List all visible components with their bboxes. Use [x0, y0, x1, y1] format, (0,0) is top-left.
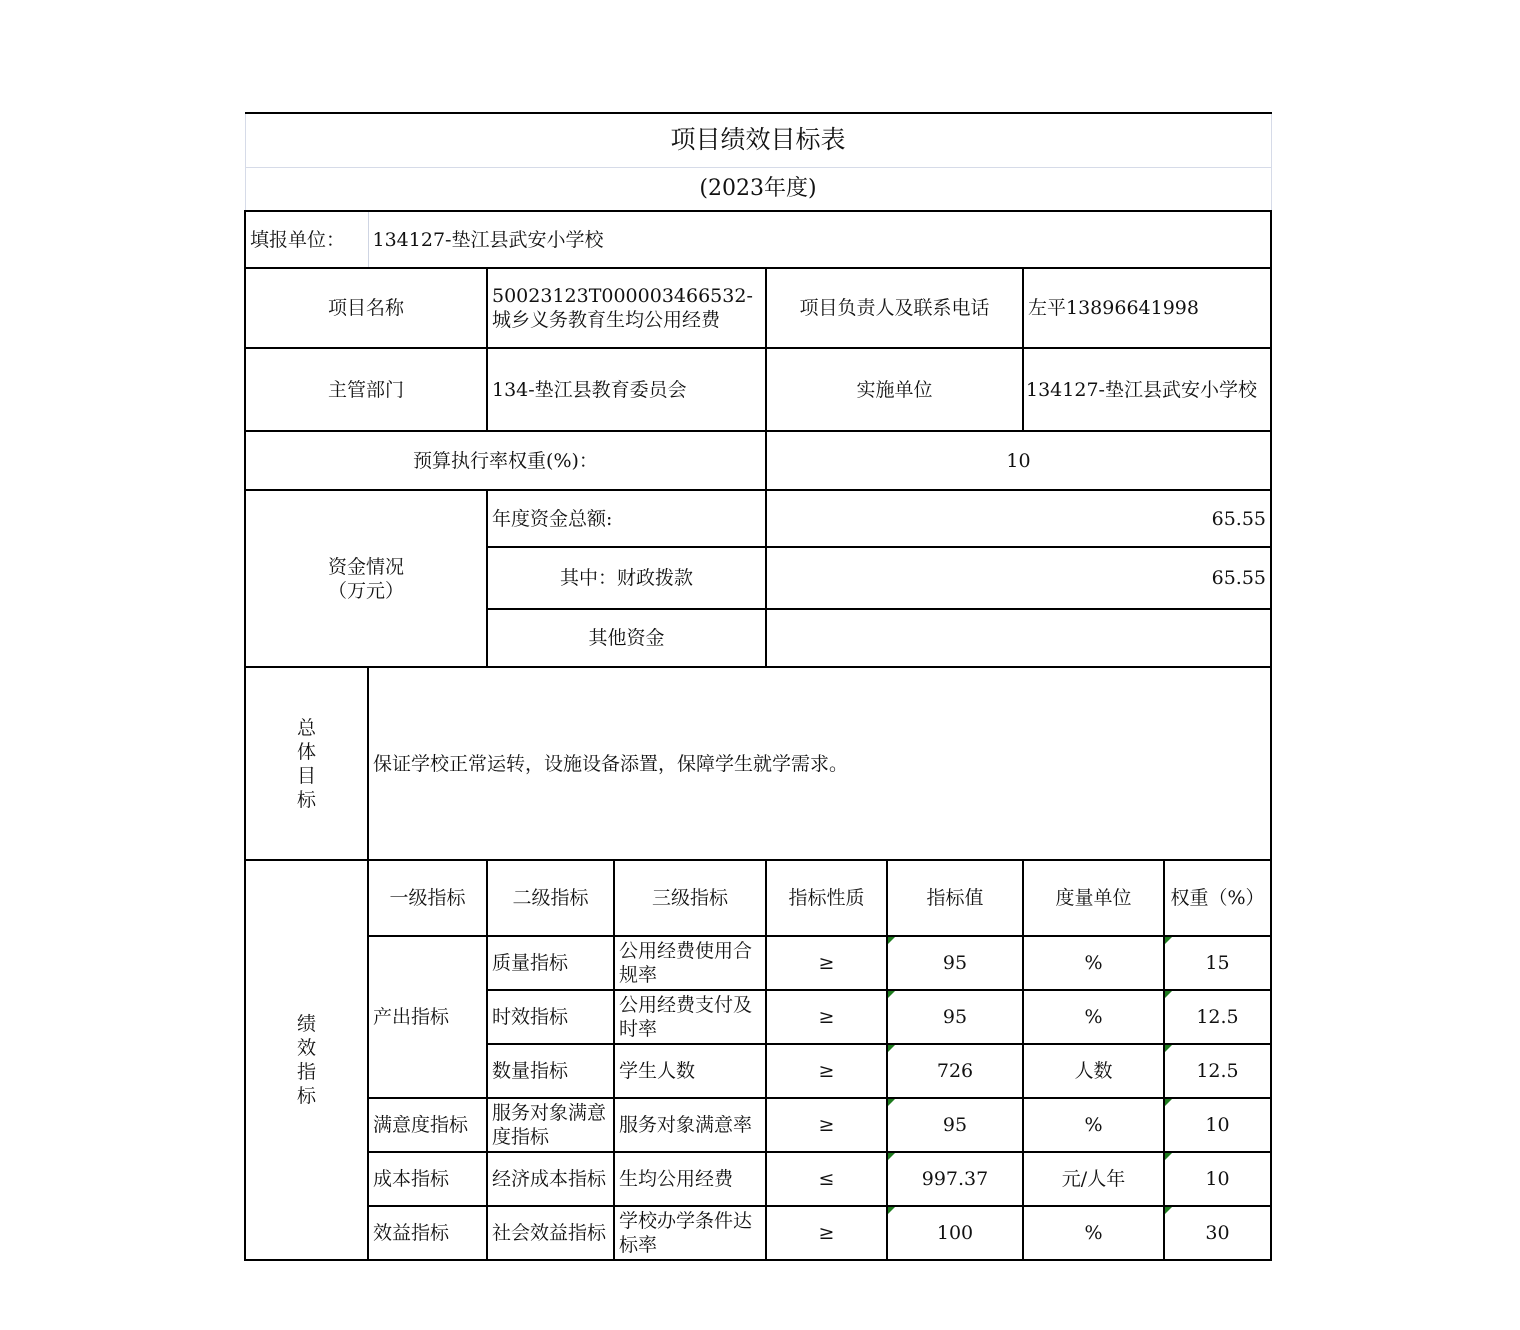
level2-cell: 经济成本指标 — [487, 1152, 614, 1206]
level3-cell: 学校办学条件达标率 — [614, 1206, 766, 1260]
contact-label: 项目负责人及联系电话 — [766, 268, 1023, 348]
level3-cell: 学生人数 — [614, 1044, 766, 1098]
level2-cell: 服务对象满意度指标 — [487, 1098, 614, 1152]
nature-cell: ≥ — [766, 990, 887, 1044]
other-funds-value — [766, 609, 1271, 667]
header-value: 指标值 — [887, 860, 1023, 936]
project-name-label: 项目名称 — [245, 268, 487, 348]
level3-cell: 公用经费使用合规率 — [614, 936, 766, 990]
table-row — [245, 1152, 1271, 1206]
level1-cell: 满意度指标 — [368, 1098, 487, 1152]
budget-weight-label: 预算执行率权重(%)： — [245, 431, 766, 490]
contact-value: 左平13896641998 — [1023, 268, 1271, 348]
performance-target-sheet — [244, 112, 1270, 1261]
impl-value: 134127-垫江县武安小学校 — [1023, 348, 1271, 431]
year-subtitle: (2023年度) — [245, 167, 1271, 211]
level3-cell: 生均公用经费 — [614, 1152, 766, 1206]
unit-cell: 人数 — [1023, 1044, 1164, 1098]
page-title: 项目绩效目标表 — [245, 113, 1271, 167]
value-cell: 95 — [887, 936, 1023, 990]
value-cell: 95 — [887, 1098, 1023, 1152]
nature-cell: ≥ — [766, 936, 887, 990]
unit-cell: % — [1023, 1206, 1164, 1260]
performance-table — [244, 112, 1272, 1261]
unit-cell: % — [1023, 936, 1164, 990]
level2-cell: 社会效益指标 — [487, 1206, 614, 1260]
level1-cell: 效益指标 — [368, 1206, 487, 1260]
level2-cell: 质量指标 — [487, 936, 614, 990]
fiscal-value: 65.55 — [766, 547, 1271, 609]
value-cell: 726 — [887, 1044, 1023, 1098]
filing-unit-value: 134127-垫江县武安小学校 — [368, 211, 1271, 268]
table-row — [245, 936, 1271, 990]
weight-cell: 30 — [1164, 1206, 1271, 1260]
weight-cell: 15 — [1164, 936, 1271, 990]
weight-cell: 12.5 — [1164, 990, 1271, 1044]
overall-goal-label: 总 体 目 标 — [245, 667, 368, 860]
impl-label: 实施单位 — [766, 348, 1023, 431]
nature-cell: ≥ — [766, 1044, 887, 1098]
other-funds-label: 其他资金 — [487, 609, 766, 667]
nature-cell: ≥ — [766, 1098, 887, 1152]
funds-label-line1: 资金情况 — [327, 555, 404, 578]
value-cell: 95 — [887, 990, 1023, 1044]
header-level3: 三级指标 — [614, 860, 766, 936]
weight-cell: 10 — [1164, 1098, 1271, 1152]
level3-cell: 服务对象满意率 — [614, 1098, 766, 1152]
header-level2: 二级指标 — [487, 860, 614, 936]
dept-label: 主管部门 — [245, 348, 487, 431]
value-cell: 100 — [887, 1206, 1023, 1260]
annual-total-label: 年度资金总额: — [487, 490, 766, 547]
overall-goal-text: 保证学校正常运转，设施设备添置，保障学生就学需求。 — [368, 667, 1271, 860]
funds-label — [245, 490, 487, 667]
fiscal-label: 其中：财政拨款 — [487, 547, 766, 609]
value-cell: 997.37 — [887, 1152, 1023, 1206]
annual-total-value: 65.55 — [766, 490, 1271, 547]
funds-label-line2: （万元） — [327, 579, 404, 602]
nature-cell: ≤ — [766, 1152, 887, 1206]
weight-cell: 12.5 — [1164, 1044, 1271, 1098]
filing-unit-label: 填报单位： — [245, 211, 368, 268]
header-weight: 权重（%） — [1164, 860, 1271, 936]
header-level1: 一级指标 — [368, 860, 487, 936]
dept-value: 134-垫江县教育委员会 — [487, 348, 766, 431]
project-name-value: 50023123T000003466532-城乡义务教育生均公用经费 — [487, 268, 766, 348]
unit-cell: 元/人年 — [1023, 1152, 1164, 1206]
level2-cell: 时效指标 — [487, 990, 614, 1044]
budget-weight-value: 10 — [766, 431, 1271, 490]
unit-cell: % — [1023, 990, 1164, 1044]
output-group-label: 产出指标 — [368, 936, 487, 1098]
unit-cell: % — [1023, 1098, 1164, 1152]
nature-cell: ≥ — [766, 1206, 887, 1260]
level2-cell: 数量指标 — [487, 1044, 614, 1098]
table-row — [245, 1206, 1271, 1260]
indicators-label: 绩 效 指 标 — [245, 860, 368, 1260]
level1-cell: 成本指标 — [368, 1152, 487, 1206]
level3-cell: 公用经费支付及时率 — [614, 990, 766, 1044]
header-unit: 度量单位 — [1023, 860, 1164, 936]
table-row — [245, 1098, 1271, 1152]
weight-cell: 10 — [1164, 1152, 1271, 1206]
header-nature: 指标性质 — [766, 860, 887, 936]
